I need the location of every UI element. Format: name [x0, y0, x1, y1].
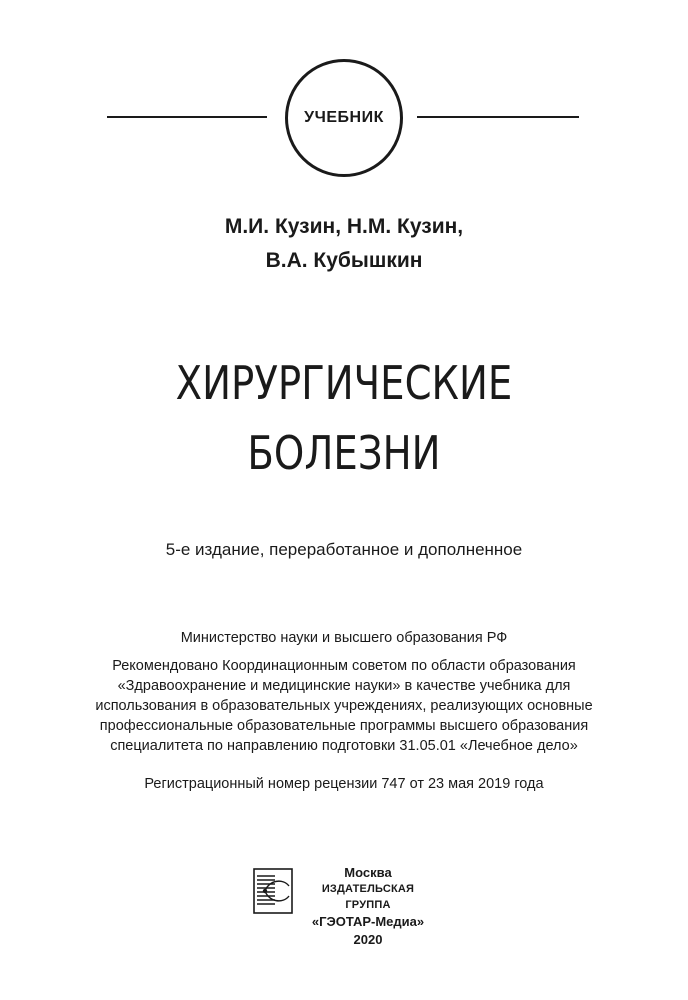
book-title-line-2: БОЛЕЗНИ: [247, 426, 441, 480]
publisher-block: [298, 864, 438, 949]
textbook-badge-label: УЧЕБНИК: [304, 109, 384, 126]
ministry-line: Министерство науки и высшего образования РФ: [180, 630, 508, 646]
header-rule-left: [107, 116, 267, 118]
publisher-name: «ГЭОТАР-Медиа»: [311, 914, 425, 929]
publisher-group: ИЗДАТЕЛЬСКАЯ ГРУППА: [321, 883, 415, 911]
edition-note: 5-е издание, переработанное и дополненное: [165, 540, 523, 559]
geotar-logo-icon: [253, 868, 293, 914]
registration-number: Регистрационный номер рецензии 747 от 23 мая 2019 года: [144, 776, 544, 792]
authors-line-1: М.И. Кузин, Н.М. Кузин,: [224, 215, 464, 238]
authors: [0, 210, 688, 278]
recommendation-line: специалитета по направлению подготовки 31.05.01 «Лечебное дело»: [110, 738, 578, 754]
publisher-city: Москва: [344, 865, 392, 880]
header-rule-right: [417, 116, 579, 118]
recommendation-line: Рекомендовано Координационным советом по области образования: [112, 658, 576, 674]
publication-year: 2020: [353, 932, 383, 947]
authors-line-2: В.А. Кубышкин: [265, 249, 423, 272]
textbook-badge: [285, 59, 403, 177]
recommendation-text: [60, 656, 628, 756]
recommendation-line: профессиональные образовательные программы высшего образования: [99, 718, 589, 734]
recommendation-line: использования в образовательных учреждениях, реализующих основные: [95, 698, 593, 714]
recommendation-line: «Здравоохранение и медицинские науки» в качестве учебника для: [117, 678, 571, 694]
book-title: [55, 348, 633, 488]
book-title-line-1: ХИРУРГИЧЕСКИЕ: [175, 356, 513, 410]
